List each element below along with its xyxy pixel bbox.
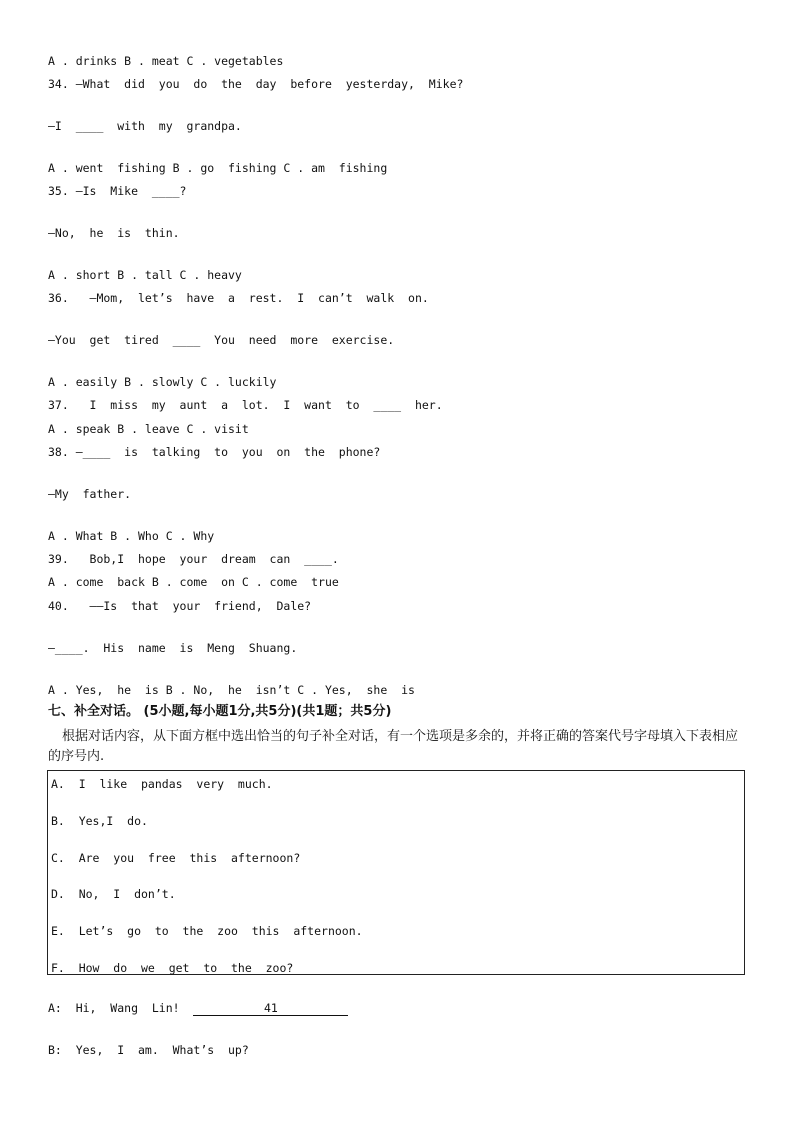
options-box: [47, 770, 745, 975]
dialogue-line-b1: B: Yes, I am. What’s up?: [48, 1043, 249, 1057]
option-c: C. Are you free this afternoon?: [51, 851, 301, 865]
q38-answer: —My father.: [48, 487, 132, 501]
q39-question: 39. Bob,I hope your dream can ____.: [48, 552, 339, 566]
option-e: E. Let’s go to the zoo this afternoon.: [51, 924, 363, 938]
q36-answer: —You get tired ____ You need more exercise.: [48, 333, 395, 347]
q36-options: A . easily B . slowly C . luckily: [48, 375, 277, 389]
q35-answer: —No, he is thin.: [48, 226, 180, 240]
q34-question: 34. —What did you do the day before yesterday, Mike?: [48, 77, 464, 91]
dialogue-a1-text: A: Hi, Wang Lin!: [48, 1001, 194, 1015]
q40-answer: —____. His name is Meng Shuang.: [48, 641, 298, 655]
q34-options: A . went fishing B . go fishing C . am fishing: [48, 161, 388, 175]
q35-options: A . short B . tall C . heavy: [48, 268, 242, 282]
q34-answer: —I ____ with my grandpa.: [48, 119, 242, 133]
q40-question: 40. ——Is that your friend, Dale?: [48, 599, 312, 613]
section7-instruction: 根据对话内容，从下面方框中选出恰当的句子补全对话，有一个选项是多余的，并将正确的答案代号字母填入下表相应的序号内.: [48, 729, 739, 764]
q40-options: A . Yes, he is B . No, he isn’t C . Yes, she is: [48, 683, 415, 697]
option-d: D. No, I don’t.: [51, 887, 176, 901]
q36-question: 36. —Mom, let’s have a rest. I can’t walk on.: [48, 291, 429, 305]
q35-question: 35. —Is Mike ____?: [48, 184, 187, 198]
q33-options: A . drinks B . meat C . vegetables: [48, 54, 284, 68]
q39-options: A . come back B . come on C . come true: [48, 575, 339, 589]
q38-options: A . What B . Who C . Why: [48, 529, 215, 543]
section7-heading: 七、补全对话。 (5小题,每小题1分,共5分)(共1题；共5分): [48, 704, 392, 719]
option-b: B. Yes,I do.: [51, 814, 148, 828]
option-f: F. How do we get to the zoo?: [51, 961, 294, 975]
q37-options: A . speak B . leave C . visit: [48, 422, 249, 436]
answer-blank-41[interactable]: 41: [193, 1001, 348, 1016]
q37-question: 37. I miss my aunt a lot. I want to ____ her.: [48, 398, 443, 412]
dialogue-line-a1: [48, 1000, 348, 1016]
q38-question: 38. —____ is talking to you on the phone?: [48, 445, 381, 459]
option-a: A. I like pandas very much.: [51, 777, 273, 791]
